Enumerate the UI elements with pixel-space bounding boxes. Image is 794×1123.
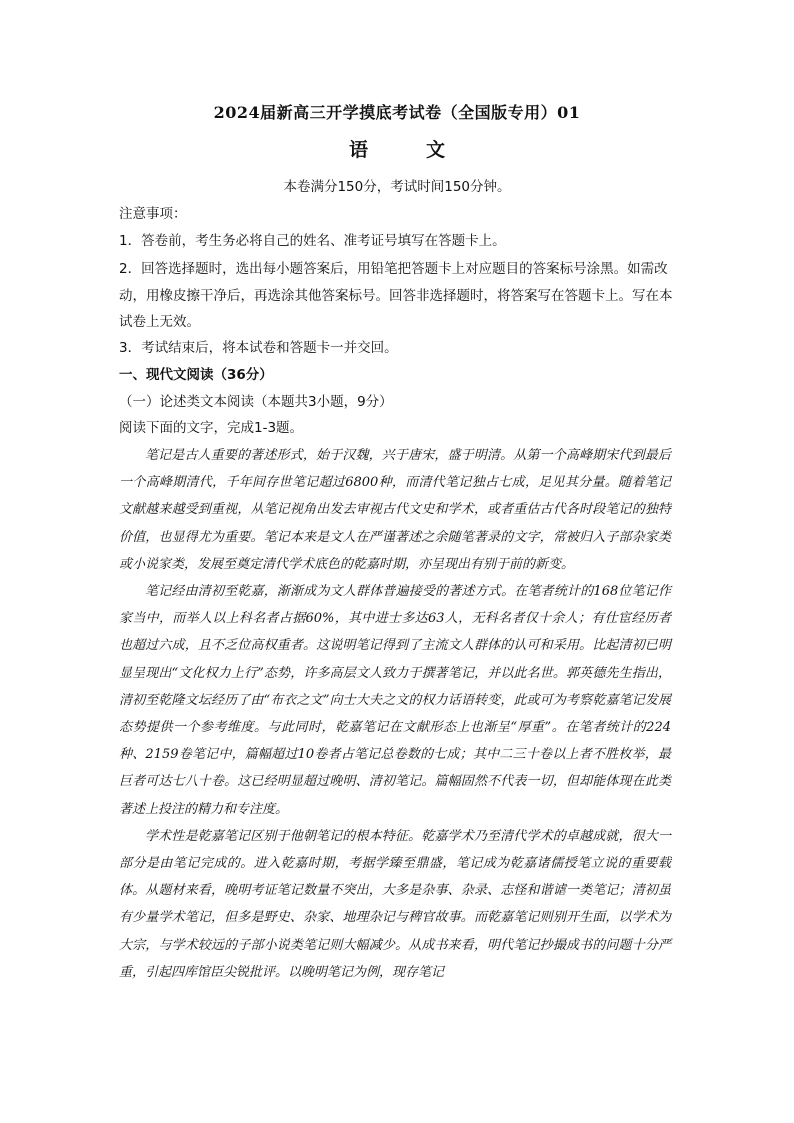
section-title: 一、现代文阅读（36分） (119, 367, 273, 383)
passage-paragraph-2: 笔记经由清初至乾嘉，渐渐成为文人群体普遍接受的著述方式。在笔者统计的168位笔记作家当中，而举人以上科名者占据60%，其中进士多达63人，无科名者仅十余人；有仕宦经历者也超过六成，且不乏位高权重者。这说明笔记得到了主流文人群体的认可和采用。比起清初已明显呈现出“文化权力上行”态势，许多高层文人致力于撰著笔记，并以此名世。郭英德先生指出，清初至乾隆文坛经历了由“布衣之文”向士大夫之文的权力话语转变，此或可为考察乾嘉笔记发展态势提供一个参考维度。与此同时，乾嘉笔记在文献形态上也渐呈“厚重”。在笔者统计的224种、2159卷笔记中，篇幅超过10卷者占笔记总卷数的七成；其中二三十卷以上者不胜枚举，最巨者可达七八十卷。这已经明显超过晚明、清初笔记。篇幅固然不代表一切，但却能体现在此类著述上投注的精力和专注度。 (119, 584, 671, 817)
exam-info: 本卷满分150分，考试时间150分钟。 (283, 179, 511, 195)
section-subtitle: （一）论述类文本阅读（本题共3小题，9分） (119, 394, 393, 410)
notes-heading: 注意事项： (119, 206, 187, 222)
note-item-1: 1．答卷前，考生务必将自己的姓名、准考证号填写在答题卡上。 (119, 233, 506, 249)
reading-instruction: 阅读下面的文字，完成1-3题。 (119, 420, 304, 436)
passage-paragraph-1: 笔记是古人重要的著述形式，始于汉魏，兴于唐宋，盛于明清。从第一个高峰期宋代到最后一个高峰期清代，千年间存世笔记超过6800种，而清代笔记独占七成，足见其分量。随着笔记文献越来越受到重视，从笔记视角出发去审视古代文史和学术，或者重估古代各时段笔记的独特价值，也显得尤为重要。笔记本来是文人在严谨著述之余随笔著录的文字，常被归入子部杂家类或小说家类，发展至奠定清代学术底色的乾嘉时期，亦呈现出有别于前的新变。 (119, 448, 671, 572)
note-item-3: 3．考试结束后，将本试卷和答题卡一并交回。 (119, 340, 398, 356)
exam-title: 2024届新高三开学摸底考试卷（全国版专用）01 (213, 103, 581, 122)
subject-title: 语文 (348, 139, 503, 161)
passage-paragraph-3: 学术性是乾嘉笔记区别于他朝笔记的根本特征。乾嘉学术乃至清代学术的卓越成就，很大一部分是由笔记完成的。进入乾嘉时期，考据学臻至鼎盛，笔记成为乾嘉诸儒授笔立说的重要载体。从题材来看，晚明考证笔记数量不突出，大多是杂事、杂录、志怪和谐谑一类笔记；清初虽有少量学术笔记，但多是野史、杂家、地理杂记与稗官故事。而乾嘉笔记则别开生面，以学术为大宗，与学术较远的子部小说类笔记则大幅减少。从成书来看，明代笔记抄撮成书的问题十分严重，引起四库馆臣尖锐批评。以晚明笔记为例，现存笔记 (119, 828, 671, 980)
reading-passage (119, 442, 671, 986)
note-item-2: 2．回答选择题时，选出每小题答案后，用铅笔把答题卡上对应题目的答案标号涂黑。如需改动，用橡皮擦干净后，再选涂其他答案标号。回答非选择题时，将答案写在答题卡上。写在本试卷上无效。 (119, 261, 673, 330)
